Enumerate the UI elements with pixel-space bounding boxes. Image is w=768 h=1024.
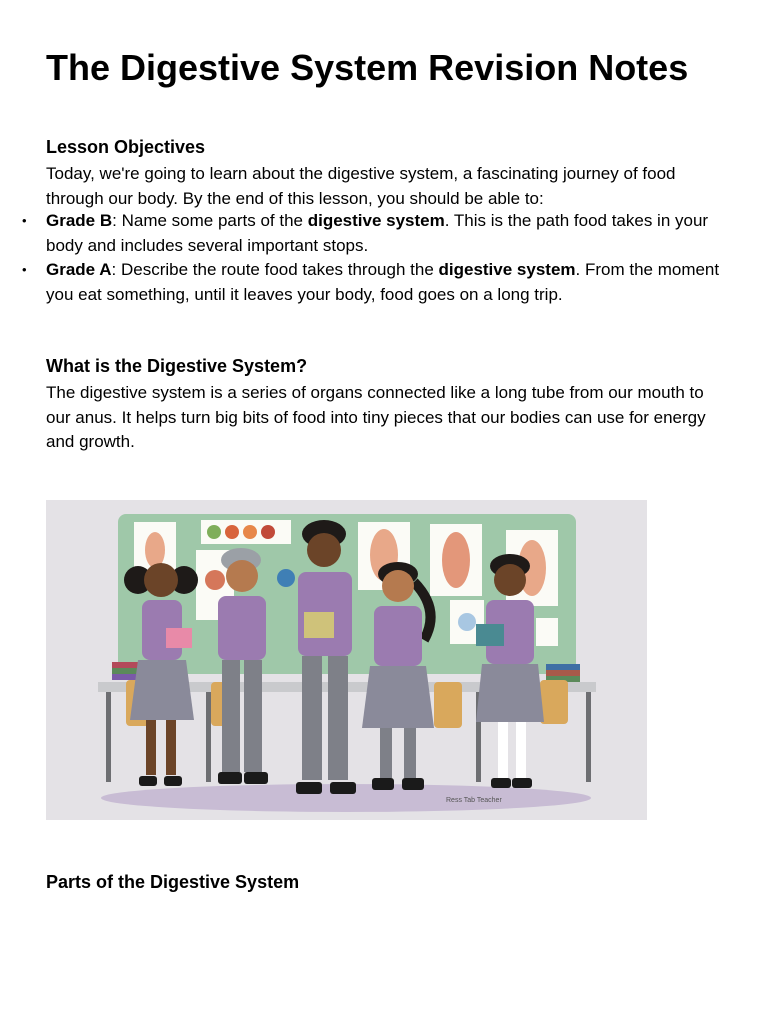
what-is-body: The digestive system is a series of organs connected like a long tube from our mouth to our anus. It helps turn big bits of food into tiny pieces that our bodies can use for energy and growth. [46,383,706,451]
bullet-text: : Describe the route food takes through the [111,260,439,279]
bullet-text: . This is the path food takes in your body and includes several important stops. [46,211,709,255]
bullet-text: : Name some parts of the [112,211,308,230]
lesson-objectives-heading: Lesson Objectives [46,137,206,157]
grade-label: Grade B [46,211,113,230]
what-is-heading: What is the Digestive System? [46,356,308,376]
objectives-list [46,209,726,307]
watermark-text: Ress Tab Teacher [446,797,502,804]
grade-label: Grade A [46,260,112,279]
page-title: The Digestive System Revision Notes [46,47,689,88]
key-term: digestive system [307,211,445,230]
objectives-intro: Today, we're going to learn about the digestive system, a fascinating journey of food through our body. By the end of this lesson, you should be able to: [46,164,676,208]
key-term: digestive system [438,260,576,279]
students-illustration [46,500,647,820]
classroom-scene-image [46,500,647,820]
bullet-text: . From the moment you eat something, until it leaves your body, food goes on a long trip. [46,260,720,304]
list-item [46,209,726,258]
parts-heading: Parts of the Digestive System [46,872,300,892]
list-item [46,258,726,307]
